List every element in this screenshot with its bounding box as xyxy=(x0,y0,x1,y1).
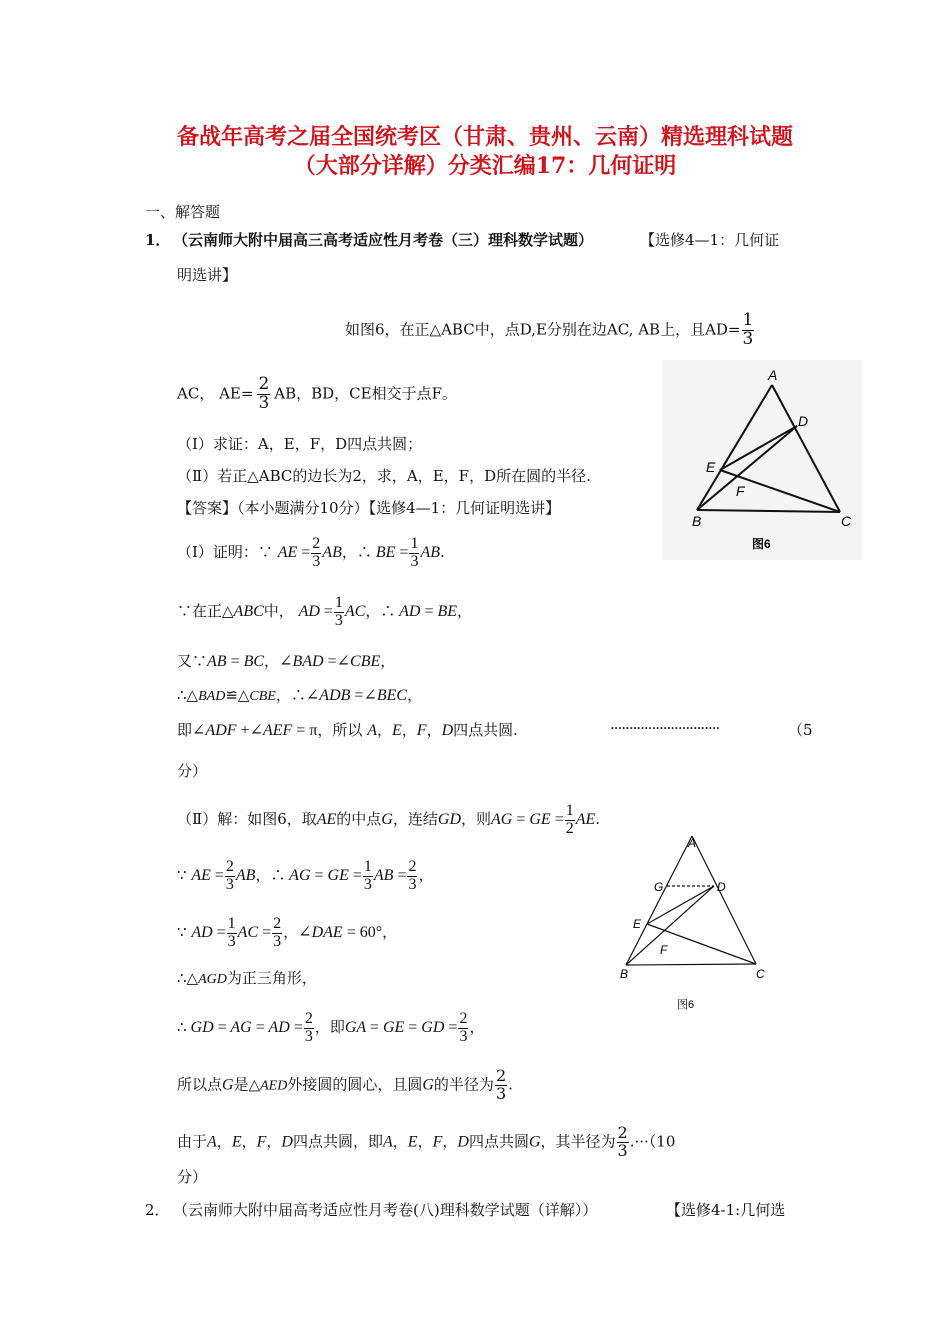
proof-line-12: 由于A，E，F，D四点共圆，即A，E，F，D四点共圆G，其半径为 $\frac{2}{3}$ .···（10 xyxy=(177,1123,676,1160)
figure-1-caption: 图6 xyxy=(752,537,771,551)
figure-1-background xyxy=(662,360,862,560)
label-f: F xyxy=(736,483,745,499)
proof-text: 四点共圆 xyxy=(468,1132,529,1151)
proof-line-3: 又∵AB = BC，∠BAD =∠CBE， xyxy=(177,652,396,670)
figure-2-caption: 图6 xyxy=(677,999,695,1011)
answer-heading: 【答案】（本小题满分10分）【选修4—1：几何证明选讲】 xyxy=(177,499,561,517)
document-title-line1: 备战年高考之届全国统考区（甘肃、贵州、云南）精选理科试题 xyxy=(176,124,793,150)
proof-text: 中， xyxy=(263,601,294,620)
score-5: （5 xyxy=(788,721,813,739)
question-1-tag-cont: 明选讲】 xyxy=(177,266,238,284)
question-1-tag: 【选修4—1：几何证 xyxy=(640,231,780,249)
proof-text: 为正三角形， xyxy=(226,969,317,987)
proof-text: 的中点 xyxy=(336,809,382,828)
edge-ac xyxy=(692,836,756,964)
proof-text: 的半径为 xyxy=(433,1075,494,1094)
math-expr: BE = $\frac{1}{3}$ AB xyxy=(371,535,440,570)
question-1-part2: （Ⅱ）若正△ABC的边长为2，求，A，E，F，D所在圆的半径. xyxy=(177,467,591,485)
proof-text: ，连结 xyxy=(392,809,438,828)
label-c: C xyxy=(756,967,765,981)
proof-text: ，则 xyxy=(461,809,492,828)
proof-line-10: ∴ GD = AG = AD = $\frac{2}{3}$ ，即GA = GE = GD = $\frac{2}{3}$ ， xyxy=(177,1010,485,1045)
question-2-source: （云南师大附中届高考适应性月考卷(八)理科数学试题（详解）） xyxy=(173,1201,598,1219)
stem-b-rest: AB，BD，CE相交于点F。 xyxy=(274,384,458,403)
proof-text: ∵在正△ xyxy=(177,601,234,620)
question-2-tag: 【选修4-1:几何选 xyxy=(666,1201,786,1219)
score-10: .···（10 xyxy=(629,1132,676,1151)
math-expr: AE = $\frac{2}{3}$ AB xyxy=(277,535,342,570)
label-f: F xyxy=(660,943,668,957)
proof-text: （Ⅱ）解：如图6，取 xyxy=(177,809,317,828)
label-b: B xyxy=(692,513,702,529)
question-2-number: 2． xyxy=(145,1201,170,1219)
label-d: D xyxy=(798,413,809,429)
stem-a-text: 如图6，在正△ABC中，点D,E分别在边AC, AB上，且AD= xyxy=(345,320,741,339)
figure-1-triangle xyxy=(662,360,862,560)
proof-text: 即 xyxy=(177,721,193,739)
edge-bc xyxy=(626,964,756,965)
fraction-1-3: $\frac{1}{3}$ xyxy=(742,310,754,349)
proof-line-8: ∵ AD = $\frac{1}{3}$ AC = $\frac{2}{3}$ ，∠DAE = 60°， xyxy=(177,915,398,950)
proof-line-11: 所以点G是△AED外接圆的圆心，且圆G的半径为 $\frac{2}{3}$ . xyxy=(177,1066,513,1103)
proof-text: 四点共圆，即 xyxy=(292,1132,383,1151)
document-title-line2: （大部分详解）分类汇编17：几何证明 xyxy=(293,153,677,179)
label-g: G xyxy=(654,880,664,894)
proof-text: 外接圆的圆心，且圆 xyxy=(287,1075,423,1094)
score-5-cont: 分） xyxy=(177,762,208,780)
proof-line-2: ∵在正△ABC中， AD = $\frac{1}{3}$ AC，∴ AD = BE， xyxy=(177,594,473,629)
score-10-cont: 分） xyxy=(177,1168,208,1186)
proof-text: 四点共圆. xyxy=(453,721,518,739)
stem-b-ac: AC， AE= xyxy=(177,384,254,403)
question-1-part1: （Ⅰ）求证：A，E，F，D四点共圆； xyxy=(177,435,423,453)
edge-ab xyxy=(626,836,692,965)
proof-line-6: （Ⅱ）解：如图6，取AE的中点G，连结GD，则AG = GE = $\frac{1}{2}$ AE. xyxy=(177,802,601,837)
math-expr: AD = $\frac{1}{3}$ AC xyxy=(298,594,366,629)
figure-2-triangle xyxy=(610,828,790,1018)
question-1-number: 1． xyxy=(145,231,171,249)
question-1-source: （云南师大附中届高三高考适应性月考卷（三）理科数学试题） xyxy=(173,231,594,249)
question-1-stem-b xyxy=(177,376,457,413)
proof-text: ，所以 xyxy=(317,721,363,739)
section-heading: 一、解答题 xyxy=(145,203,221,221)
label-e: E xyxy=(706,459,716,475)
proof-text: 又∵ xyxy=(177,652,208,670)
label-e: E xyxy=(633,917,642,931)
proof-label: （Ⅰ）证明：∵ xyxy=(177,542,273,561)
fraction-2-3: $\frac{2}{3}$ xyxy=(258,374,270,413)
proof-line-4: ∴△BAD≌△CBE，∴∠ADB =∠BEC， xyxy=(177,686,423,704)
proof-text: ，其半径为 xyxy=(540,1132,616,1151)
proof-line-7: ∵ AE = $\frac{2}{3}$ AB，∴ AG = GE = $\frac{1}{3}$ AB = $\frac{2}{3}$ ， xyxy=(177,858,434,893)
proof-text: ，即 xyxy=(314,1017,345,1036)
proof-text: 由于 xyxy=(177,1132,208,1151)
score-dots: ····························· xyxy=(610,719,720,737)
proof-line-1: （Ⅰ）证明：∵ AE = $\frac{2}{3}$ AB，∴ BE = $\frac{1}{3}$ AB. xyxy=(177,535,445,570)
label-a: A xyxy=(768,367,778,383)
label-b: B xyxy=(620,967,629,981)
proof-line-9: ∴△AGD为正三角形， xyxy=(177,969,317,987)
label-d: D xyxy=(717,880,726,894)
question-1-stem-a xyxy=(345,312,755,349)
proof-text: 是△ xyxy=(233,1075,261,1094)
proof-text: 所以点 xyxy=(177,1075,223,1094)
proof-line-5: 即∠ADF +∠AEF = π，所以 A，E，F，D四点共圆. xyxy=(177,721,518,739)
label-a: A xyxy=(688,836,697,850)
label-c: C xyxy=(841,513,852,529)
